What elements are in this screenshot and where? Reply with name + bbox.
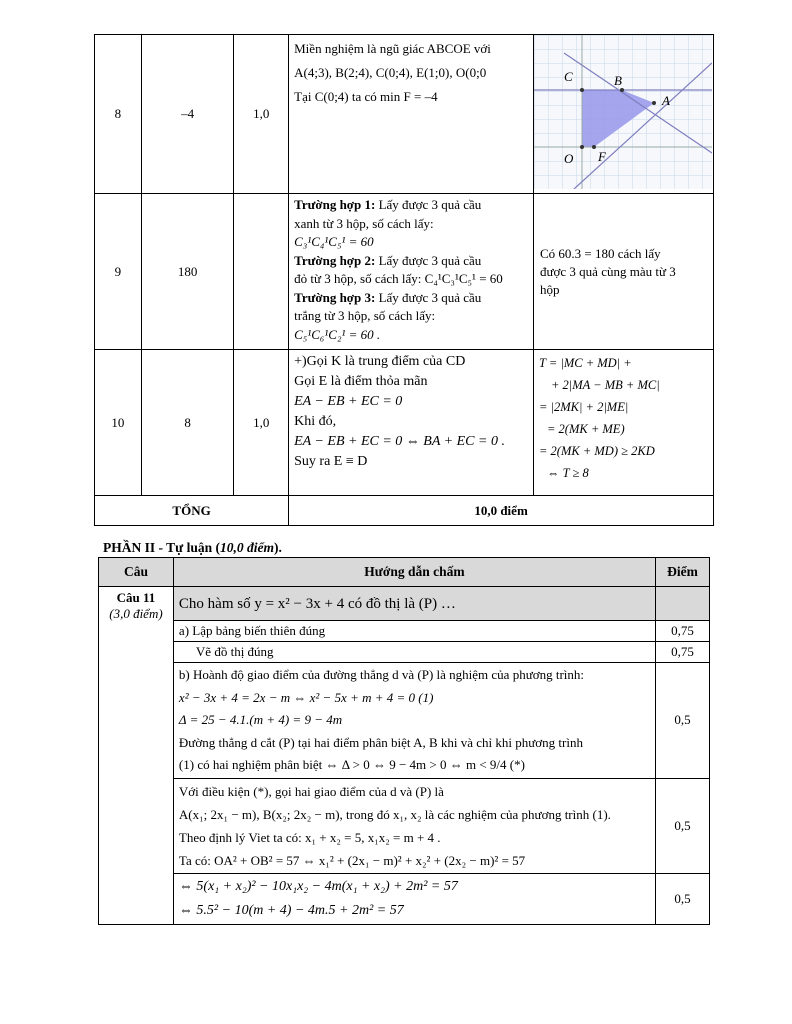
solution-line: Suy ra E ≡ D — [294, 454, 368, 469]
guide-line: x² − 3x + 4 = 2x − m ⇔ x² − 5x + m + 4 = 0 (1) — [178, 689, 434, 705]
guide-line: A(x₁; 2x₁ − m), B(x₂; 2x₂ − m), trong đó x₁, x₂ là các nghiệm của phương trình (1). — [178, 806, 611, 822]
intro-score-blank — [656, 587, 710, 621]
row-score — [234, 194, 289, 350]
guide-text-block — [173, 663, 655, 779]
guide-text: Vẽ đồ thị đúng — [173, 642, 655, 663]
solution-line: C₅¹C₆¹C₂¹ = 60 . — [294, 326, 381, 342]
question-label: Câu 11 — [116, 590, 156, 605]
label-f: F — [597, 149, 606, 164]
row-answer: 180 — [141, 194, 234, 350]
guide-line: Ta có: OA² + OB² = 57 ⇔ x₁² + (2x₁ − m)² + x₂² + (2x₂ − m)² = 57 — [178, 852, 526, 868]
grading-table — [98, 557, 710, 925]
label-o: O — [563, 151, 574, 166]
row-answer: –4 — [141, 35, 234, 194]
guide-line: (1) có hai nghiệm phân biệt ⇔ Δ > 0 ⇔ 9 − 4m > 0 ⇔ m < 9/4 (*) — [178, 757, 525, 772]
solution-line: Miền nghiệm là ngũ giác ABCOE với — [294, 41, 491, 56]
header-question: Câu — [99, 558, 174, 587]
row-score: 1,0 — [234, 35, 289, 194]
guide-row-b2 — [99, 778, 710, 873]
total-label: TỔNG — [95, 496, 289, 526]
table-row-8 — [95, 35, 714, 194]
solution-line: Trường hợp 2: Lấy được 3 quả cầu — [294, 252, 482, 268]
question-intro: Cho hàm số y = x² − 3x + 4 có đồ thị là (P) … — [173, 587, 655, 621]
row-solution — [289, 350, 534, 496]
question-points: (3,0 điểm) — [109, 606, 163, 621]
guide-row-a — [99, 621, 710, 642]
part2-heading-prefix: PHẦN II - Tự luận ( — [103, 540, 220, 555]
region-graph-cell — [533, 35, 713, 194]
solution-line: C₃¹C₄¹C₅¹ = 60 — [294, 234, 374, 249]
question-cell — [99, 587, 174, 925]
note-line: = |2MK| + 2|ME| — [538, 400, 629, 414]
note-line: được 3 quả cùng màu từ 3 — [539, 263, 676, 279]
part2-heading-suffix: ). — [274, 540, 282, 555]
guide-row-b3 — [99, 873, 710, 924]
solution-line: Tại C(0;4) ta có min F = –4 — [294, 89, 438, 104]
guide-text-block — [173, 873, 655, 924]
guide-score: 0,75 — [656, 642, 710, 663]
row-answer: 8 — [141, 350, 234, 496]
guide-text-block — [173, 778, 655, 873]
note-line: hộp — [539, 281, 560, 297]
note-line: T = |MC + MD| + — [538, 356, 632, 370]
guide-score: 0,5 — [656, 873, 710, 924]
note-line: Có 60.3 = 180 cách lấy — [539, 245, 661, 261]
solution-line: xanh từ 3 hộp, số cách lấy: — [294, 215, 434, 231]
table-row-10 — [95, 350, 714, 496]
feasible-region-graph — [534, 35, 712, 189]
row-note — [533, 350, 713, 496]
row-number: 8 — [95, 35, 142, 194]
solution-line: Khi đó, — [294, 414, 337, 429]
solution-line: EA − EB + EC = 0 ⇔ BA + EC = 0 . — [294, 434, 505, 449]
question-intro-row — [99, 587, 710, 621]
guide-line: b) Hoành độ giao điểm của đường thẳng d và (P) là nghiệm của phương trình: — [178, 667, 585, 682]
guide-score: 0,75 — [656, 621, 710, 642]
solution-line: +)Gọi K là trung điểm của CD — [294, 354, 466, 369]
total-value: 10,0 điểm — [289, 496, 714, 526]
row-number: 10 — [95, 350, 142, 496]
guide-line: Δ = 25 − 4.1.(m + 4) = 9 − 4m — [178, 712, 343, 727]
guide-line: Với điều kiện (*), gọi hai giao điểm của d và (P) là — [178, 783, 444, 799]
guide-line: Đường thẳng d cắt (P) tại hai điểm phân biệt A, B khi và chỉ khi phương trình — [178, 734, 583, 750]
solution-line: Trường hợp 1: Lấy được 3 quả cầu — [294, 197, 482, 212]
table-row-9 — [95, 194, 714, 350]
guide-line: ⇔ 5.5² − 10(m + 4) − 4m.5 + 2m² = 57 — [178, 902, 404, 918]
case-title: Trường hợp 2: — [294, 252, 376, 268]
label-c: C — [563, 69, 573, 84]
solution-line: đỏ từ 3 hộp, số cách lấy: C₄¹C₃¹C₅¹ = 60 — [294, 271, 503, 286]
solution-line: Trường hợp 3: Lấy được 3 quả cầu — [294, 289, 482, 305]
note-line: = 2(MK + ME) — [546, 422, 625, 436]
row-note — [533, 194, 713, 350]
note-line: = 2(MK + MD) ≥ 2KD — [538, 444, 655, 458]
solution-line: A(4;3), B(2;4), C(0;4), E(1;0), O(0;0 — [294, 65, 487, 80]
solution-line: Gọi E là điểm thỏa mãn — [294, 374, 428, 389]
total-row — [95, 496, 714, 526]
guide-text: a) Lập bảng biến thiên đúng — [173, 621, 655, 642]
note-line: ⇔ T ≥ 8 — [546, 466, 589, 480]
part2-heading — [103, 540, 282, 556]
guide-score: 0,5 — [656, 663, 710, 779]
note-line: + 2|MA − MB + MC| — [550, 378, 660, 392]
header-score: Điểm — [656, 558, 710, 587]
row-solution — [289, 194, 534, 350]
label-b: B — [613, 73, 622, 88]
part2-heading-points: 10,0 điểm — [220, 540, 274, 555]
guide-row-graph — [99, 642, 710, 663]
guide-line: ⇔ 5(x₁ + x₂)² − 10x₁x₂ − 4m(x₁ + x₂) + 2m² = 57 — [178, 878, 458, 894]
solution-line: trắng từ 3 hộp, số cách lấy: — [294, 308, 436, 323]
grading-header-row — [99, 558, 710, 587]
guide-line: Theo định lý Viet ta có: x₁ + x₂ = 5, x₁x₂ = m + 4 . — [178, 829, 441, 845]
row-score: 1,0 — [234, 350, 289, 496]
guide-score: 0,5 — [656, 778, 710, 873]
row-number: 9 — [95, 194, 142, 350]
row-solution — [289, 35, 534, 194]
header-guide: Hướng dẫn chấm — [173, 558, 655, 587]
solution-line: EA − EB + EC = 0 — [294, 394, 403, 409]
label-a: A — [661, 93, 670, 108]
answer-table — [94, 34, 714, 526]
guide-row-b1 — [99, 663, 710, 779]
case-title: Trường hợp 1: — [294, 197, 376, 212]
case-title: Trường hợp 3: — [294, 289, 376, 305]
